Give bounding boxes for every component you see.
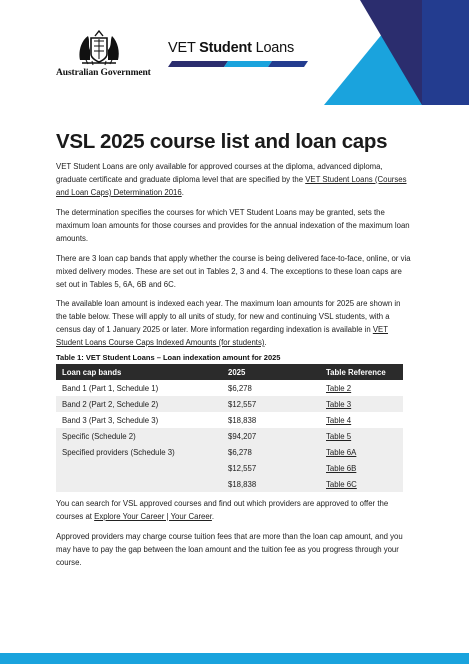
band-cell: Band 1 (Part 1, Schedule 1): [62, 383, 159, 393]
explore-your-career-link[interactable]: Explore Your Career | Your Career: [94, 512, 212, 521]
table-caption: Table 1: VET Student Loans – Loan indexation amount for 2025: [56, 353, 281, 362]
reference-cell: [320, 396, 403, 412]
table-reference-link[interactable]: Table 3: [326, 399, 352, 409]
band-cell: Band 3 (Part 3, Schedule 3): [62, 415, 159, 425]
table-header-row: [56, 364, 403, 380]
table-reference-link[interactable]: Table 6B: [326, 463, 357, 473]
band-cell: Band 2 (Part 2, Schedule 2): [56, 396, 222, 412]
header-cell: Loan cap bands: [56, 364, 222, 380]
band-cell: [56, 460, 222, 476]
amount-cell: $6,278: [222, 444, 320, 460]
government-name: Australian Government: [56, 68, 151, 78]
band-cell: [56, 476, 222, 492]
reference-cell: [320, 428, 403, 444]
coat-of-arms-icon: [76, 30, 122, 66]
fees-paragraph: Approved providers may charge course tuition fees that are more than the loan cap amount, and you may have to pay the gap between the loan amount and the tuition fee as you progress through your course.: [56, 532, 403, 567]
amount-cell: $6,278: [228, 383, 252, 393]
table-row: [56, 460, 403, 476]
footer-bar: [0, 653, 469, 664]
page-title: VSL 2025 course list and loan caps: [56, 130, 388, 153]
search-text: You can search for VSL approved courses and find out which providers are approved to offer the courses at: [56, 499, 389, 521]
amount-cell: $18,838: [228, 415, 257, 425]
brand-wordmark: [168, 40, 294, 56]
determination-paragraph: The determination specifies the courses for which VET Student Loans may be granted, sets the maximum loan amounts for those courses and provides for the annual indexation of the maximum loan amounts.: [56, 208, 410, 243]
table-reference-link[interactable]: Table 2: [326, 383, 352, 393]
indexed-amounts-link[interactable]: VET Student Loans Course Caps Indexed Amounts (for students): [56, 325, 388, 347]
table-reference-link[interactable]: Table 5: [326, 431, 352, 441]
intro-paragraph: [56, 160, 412, 199]
corner-triangle-graphic: [324, 0, 469, 105]
brand-suffix: Loans: [251, 40, 295, 56]
brand-prefix: VET: [168, 40, 200, 56]
table-row: [56, 396, 403, 412]
table-row: [56, 380, 403, 396]
intro-text: VET Student Loans are only available for approved courses at the diploma, advanced diploma, graduate certificate and graduate diploma level that are specified by the: [56, 162, 383, 184]
band-cell: Specific (Schedule 2): [56, 428, 222, 444]
table-reference-link[interactable]: Table 6A: [326, 447, 357, 457]
reference-cell: [320, 476, 403, 492]
search-paragraph: [56, 497, 412, 523]
table-row: [56, 444, 403, 460]
table-reference-link[interactable]: Table 4: [326, 415, 352, 425]
indexation-text: The available loan amount is indexed each year. The maximum loan amounts for 2025 are shown in the table below. These will apply to all units of study, for new and continuing VSL students, with a census day of 1 January 2025 or later. More information regarding indexation is available in: [56, 299, 401, 334]
amount-cell: $94,207: [222, 428, 320, 444]
reference-cell: [320, 412, 403, 428]
amount-cell: $18,838: [222, 476, 320, 492]
header-cell: Table Reference: [320, 364, 403, 380]
header-cell: 2025: [222, 364, 320, 380]
table-row: [56, 476, 403, 492]
bands-paragraph: There are 3 loan cap bands that apply whether the course is being delivered face-to-face, online, or via mixed delivery modes. These are set out in Tables 2, 3 and 4. The exceptions to these loan caps are set out in Tables 5, 6A, 6B and 6C.: [56, 254, 411, 289]
reference-cell: [320, 380, 403, 396]
indexation-end: .: [264, 338, 267, 347]
band-cell: Specified providers (Schedule 3): [56, 444, 222, 460]
intro-end: .: [181, 188, 184, 197]
indexation-paragraph: [56, 297, 412, 349]
amount-cell: $12,557: [222, 460, 320, 476]
reference-cell: [320, 444, 403, 460]
table-reference-link[interactable]: Table 6C: [326, 479, 357, 489]
brand-stripe-icon: [168, 61, 308, 67]
amount-cell: $12,557: [222, 396, 320, 412]
table-row: [56, 428, 403, 444]
search-end: .: [211, 512, 215, 521]
page-header: [0, 0, 469, 105]
reference-cell: [320, 460, 403, 476]
brand-bold: Student: [199, 40, 252, 56]
table-row: [56, 412, 403, 428]
loan-caps-table: [56, 364, 403, 492]
determination-link[interactable]: VET Student Loans (Courses and Loan Caps) Determination 2016: [56, 175, 407, 197]
